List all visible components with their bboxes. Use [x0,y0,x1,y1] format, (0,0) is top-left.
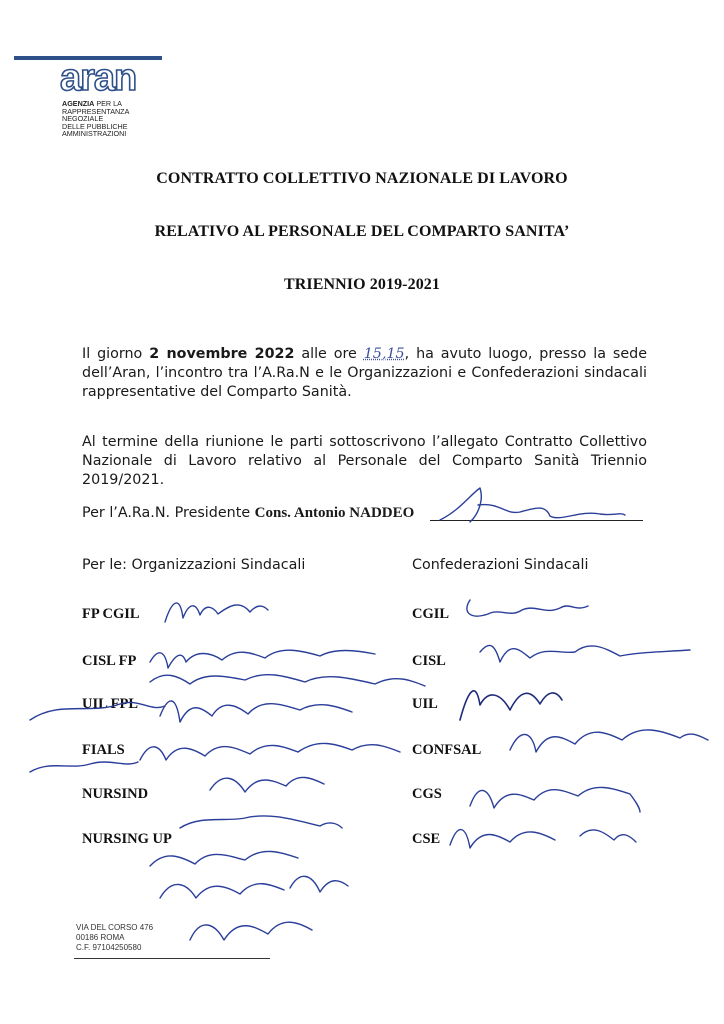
signature-extra-3 [190,922,312,940]
agency-line1-rest: PER LA [94,99,122,108]
organizations-label: Per le: Organizzazioni Sindacali [82,557,306,573]
signature-cisl-fp-1 [150,650,375,668]
org-nursing-up: NURSING UP [82,831,172,847]
signature-extra-2 [290,876,348,892]
agency-line5: AMMINISTRAZIONI [62,129,127,139]
conf-confsal: CONFSAL [412,742,482,758]
agency-line1-bold: AGENZIA [62,99,95,108]
signature-uil [460,691,562,720]
signature-cse [450,830,636,848]
signature-fials-2 [140,743,400,760]
heading-triennium: TRIENNIO 2019-2021 [283,276,441,293]
signature-cgil [467,600,588,616]
conf-cgs: CGS [412,786,442,802]
signature-president [440,488,625,522]
heading-personnel: RELATIVO AL PERSONALE DEL COMPARTO SANITA’ [154,223,570,240]
org-fp-cgil: FP CGIL [82,606,140,622]
signature-nursing-up-1 [180,816,342,828]
p1-part-c: , ha avuto luogo, presso la sede dell’Aran, l’incontro tra l’A.Ra.N e le Organizzazioni e Confederazioni sindacali rappresentative del Comparto Sanità. [82,346,647,400]
footer-address [76,923,153,953]
footer-rule [74,958,270,959]
signature-nursing-up-2 [150,851,298,866]
footer-line3: C.F. 97104250580 [76,943,142,952]
agency-line2: RAPPRESENTANZA [62,106,130,116]
agency-line3: NEGOZIALE [62,114,104,124]
signature-fp-cgil [165,603,268,622]
p1-part-b: alle ore [294,346,364,362]
signature-cgs [470,787,640,812]
org-uil-fpl: UIL FPL [82,696,138,712]
president-prefix: Per l’A.Ra.N. Presidente [82,505,255,521]
signature-nursind [210,777,324,792]
confederations-label: Confederazioni Sindacali [412,557,589,573]
footer-line1: VIA DEL CORSO 476 [76,923,154,932]
president-line [82,505,414,522]
agency-line4: DELLE PUBBLICHE [62,121,128,131]
signature-cisl [480,645,690,662]
conf-cse: CSE [412,831,441,847]
signature-extra-1 [160,884,284,898]
heading-contract: CONTRATTO COLLETTIVO NAZIONALE DI LAVORO [156,170,568,187]
agency-name [62,100,129,138]
signature-confsal [510,730,708,752]
paragraph-meeting [82,345,647,402]
paragraph-signing: Al termine della riunione le parti sottoscrivono l’allegato Contratto Collettivo Nazionale di Lavoro relativo al Personale del Comparto Sanità Triennio 2019/2021. [82,434,647,488]
signature-uil-fpl-2 [160,701,352,722]
president-name: Cons. Antonio NADDEO [254,505,415,521]
signature-cisl-fp-2 [150,675,425,686]
aran-logo [60,57,164,99]
president-signature-line [430,520,643,521]
p1-part-a: Il giorno [82,346,150,362]
conf-uil: UIL [412,696,438,712]
meeting-date: 2 novembre 2022 [149,346,295,362]
logo-text: aran [60,57,137,99]
conf-cisl: CISL [412,653,446,669]
footer-line2: 00186 ROMA [76,933,125,942]
conf-cgil: CGIL [412,606,450,622]
signature-fials-1 [30,762,138,772]
org-cisl-fp: CISL FP [82,653,137,669]
org-fials: FIALS [82,742,125,758]
org-nursind: NURSIND [82,786,149,802]
meeting-time: 15,15 [363,346,405,362]
